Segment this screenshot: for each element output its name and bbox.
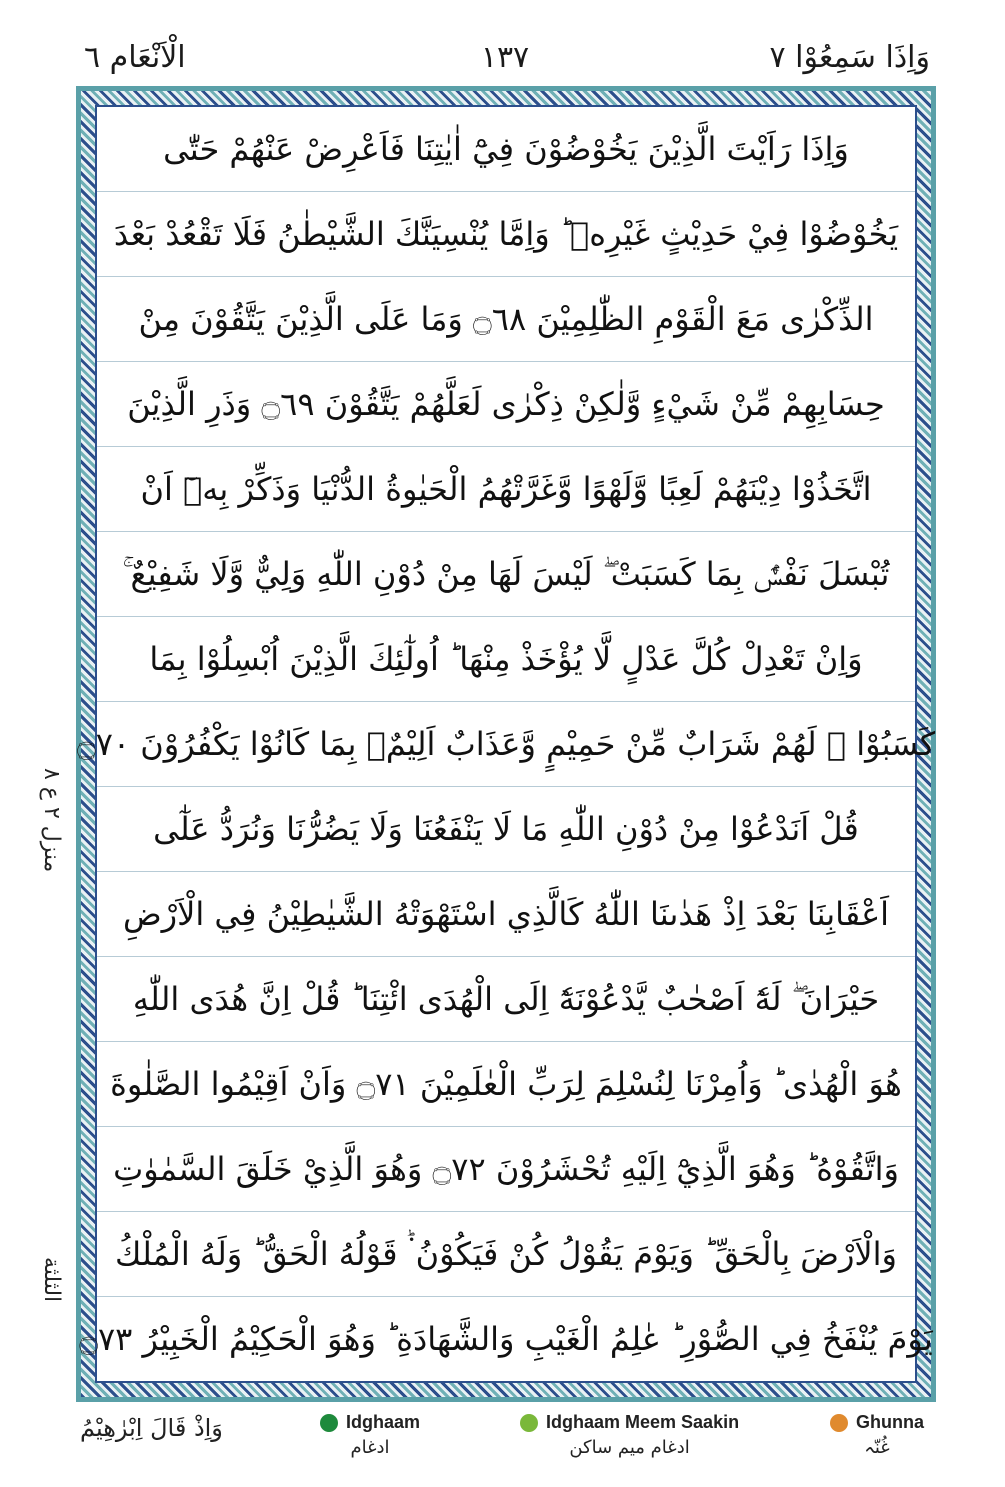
- verse-line: كَسَبُوْا ۚ لَهُمْ شَرَابٌ مِّنْ حَمِيْمٍ وَّعَذَابٌ اَلِيْمٌۢ بِمَا كَانُوْا يَكْفُرُوْنَ ۝٧٠: [97, 702, 915, 787]
- verse-line: هُوَ الْهُدٰى ؕ وَاُمِرْنَا لِنُسْلِمَ لِرَبِّ الْعٰلَمِيْنَ ۝٧١ وَاَنْ اَقِيْمُوا الصَّلٰوةَ: [97, 1042, 915, 1127]
- verse-line: وَاِذَا رَاَيْتَ الَّذِيْنَ يَخُوْضُوْنَ فِيْٓ اٰيٰتِنَا فَاَعْرِضْ عَنْهُمْ حَتّٰى: [97, 107, 915, 192]
- surah-name: الْاَنْعَام ٦: [84, 40, 186, 75]
- page-footer: [70, 1410, 950, 1480]
- next-page-catchword: وَاِذْ قَالَ اِبْرٰهِيْمُ: [80, 1414, 223, 1442]
- decorative-border: [76, 91, 936, 1397]
- verse-line: الذِّكْرٰى مَعَ الْقَوْمِ الظّٰلِمِيْنَ ۝٦٨ وَمَا عَلَى الَّذِيْنَ يَتَّقُوْنَ مِنْ: [97, 277, 915, 362]
- verse-line: اتَّخَذُوْا دِيْنَهُمْ لَعِبًا وَّلَهْوًا وَّغَرَّتْهُمُ الْحَيٰوةُ الدُّنْيَا وَذَكِّرْ بِهٖٓ اَنْ: [97, 447, 915, 532]
- verse-line: يَخُوْضُوْا فِيْ حَدِيْثٍ غَيْرِهٖ ؕ وَاِمَّا يُنْسِيَنَّكَ الشَّيْطٰنُ فَلَا تَقْعُدْ بَعْدَ: [97, 192, 915, 277]
- page-number: ١٣٧: [480, 40, 530, 75]
- legend-ghunna: Ghunna غُنّہ: [830, 1412, 924, 1458]
- quarter-marker: الثلثة: [39, 1257, 64, 1303]
- verse-line: حَيْرَانَ ۖ لَهٗٓ اَصْحٰبٌ يَّدْعُوْنَهٗٓ اِلَى الْهُدَى ائْتِنَا ؕ قُلْ اِنَّ هُدَى اللّٰهِ: [97, 957, 915, 1042]
- green-dot-icon: [320, 1414, 338, 1432]
- light-green-dot-icon: [520, 1414, 538, 1432]
- legend-idghaam-meem-saakin: Idghaam Meem Saakin ادغام میم ساکن: [520, 1412, 739, 1458]
- juz-name: وَاِذَا سَمِعُوْا ٧: [769, 40, 930, 75]
- verse-line: حِسَابِهِمْ مِّنْ شَيْءٍ وَّلٰكِنْ ذِكْرٰى لَعَلَّهُمْ يَتَّقُوْنَ ۝٦٩ وَذَرِ الَّذِيْنَ: [97, 362, 915, 447]
- verse-panel: [76, 105, 936, 1383]
- verse-line: وَالْاَرْضَ بِالْحَقِّ ؕ وَيَوْمَ يَقُوْلُ كُنْ فَيَكُوْنُ ۬ؕ قَوْلُهُ الْحَقُّ ؕ وَلَهُ الْمُلْكُ: [97, 1212, 915, 1297]
- verse-line: تُبْسَلَ نَفْسٌۢ بِمَا كَسَبَتْ ۖ لَيْسَ لَهَا مِنْ دُوْنِ اللّٰهِ وَلِيٌّ وَّلَا شَفِيْعٌ ۚ: [97, 532, 915, 617]
- legend-idghaam: Idghaam ادغام: [320, 1412, 420, 1458]
- verse-line: اَعْقَابِنَا بَعْدَ اِذْ هَدٰىنَا اللّٰهُ كَالَّذِي اسْتَهْوَتْهُ الشَّيٰطِيْنُ فِي الْاَرْضِ: [97, 872, 915, 957]
- verse-line: وَاِنْ تَعْدِلْ كُلَّ عَدْلٍ لَّا يُؤْخَذْ مِنْهَا ؕ اُولٰٓئِكَ الَّذِيْنَ اُبْسِلُوْا بِمَا: [97, 617, 915, 702]
- page-header: [70, 40, 940, 84]
- verse-line: وَاتَّقُوْهُ ؕ وَهُوَ الَّذِيْٓ اِلَيْهِ تُحْشَرُوْنَ ۝٧٢ وَهُوَ الَّذِيْ خَلَقَ السَّمٰوٰتِ: [97, 1127, 915, 1212]
- manzil-marker: منزل ٢ ع ٨: [39, 767, 64, 873]
- page-frame: [76, 86, 936, 1402]
- verse-line: يَوْمَ يُنْفَخُ فِي الصُّوْرِ ؕ عٰلِمُ الْغَيْبِ وَالشَّهَادَةِ ؕ وَهُوَ الْحَكِيْمُ الْخَبِيْرُ ۝٧٣: [79, 1320, 933, 1358]
- verse-line: قُلْ اَنَدْعُوْا مِنْ دُوْنِ اللّٰهِ مَا لَا يَنْفَعُنَا وَلَا يَضُرُّنَا وَنُرَدُّ عَلٰٓى: [97, 787, 915, 872]
- orange-dot-icon: [830, 1414, 848, 1432]
